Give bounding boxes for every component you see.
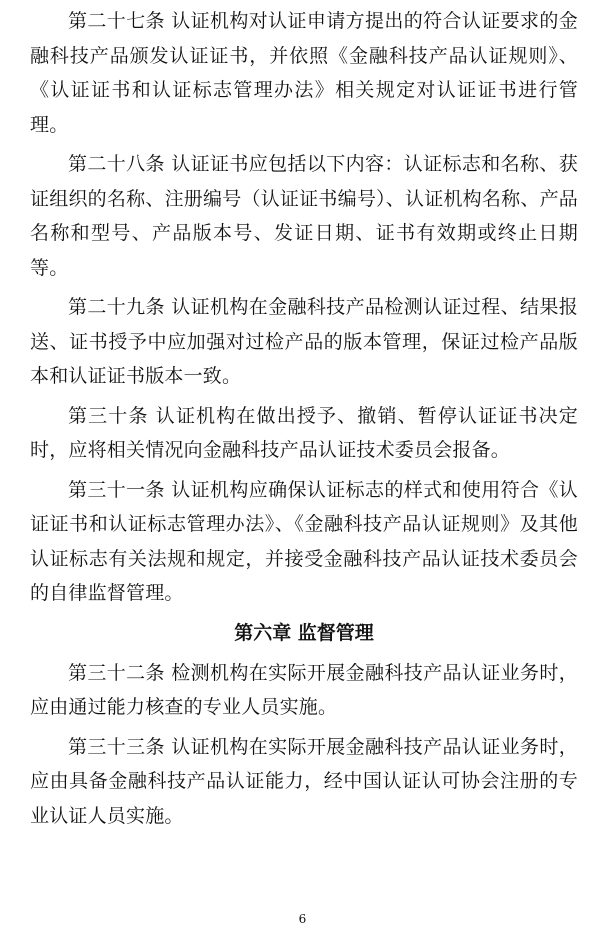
- article-27: 第二十七条 认证机构对认证申请方提出的符合认证要求的金融科技产品颁发认证证书，并依照《金融科技产品认证规则》、《认证证书和认证标志管理办法》相关规定对认证证书进行管理。: [30, 10, 578, 136]
- article-33: 第三十三条 认证机构在实际开展金融科技产品认证业务时，应由具备金融科技产品认证能力，经中国认证认可协会注册的专业认证人员实施。: [30, 735, 578, 827]
- chapter-heading: 第六章 监督管理: [234, 621, 374, 644]
- article-30: 第三十条 认证机构在做出授予、撤销、暂停认证证书决定时，应将相关情况向金融科技产品认证技术委员会报备。: [30, 404, 578, 461]
- page-number: 6: [298, 912, 307, 926]
- article-32: 第三十二条 检测机构在实际开展金融科技产品认证业务时，应由通过能力核查的专业人员实施。: [30, 661, 578, 718]
- article-31: 第三十一条 认证机构应确保认证标志的样式和使用符合《认证证书和认证标志管理办法》、《金融科技产品认证规则》及其他认证标志有关法规和规定，并接受金融科技产品认证技术委员会的自律监督管理。: [30, 478, 578, 604]
- article-29: 第二十九条 认证机构在金融科技产品检测认证过程、结果报送、证书授予中应加强对过检产品的版本管理，保证过检产品版本和认证证书版本一致。: [30, 296, 578, 387]
- page-content: [30, 4, 578, 838]
- article-28: 第二十八条 认证证书应包括以下内容：认证标志和名称、获证组织的名称、注册编号（认证证书编号）、认证机构名称、产品名称和型号、产品版本号、发证日期、证书有效期或终止日期等。: [30, 153, 578, 279]
